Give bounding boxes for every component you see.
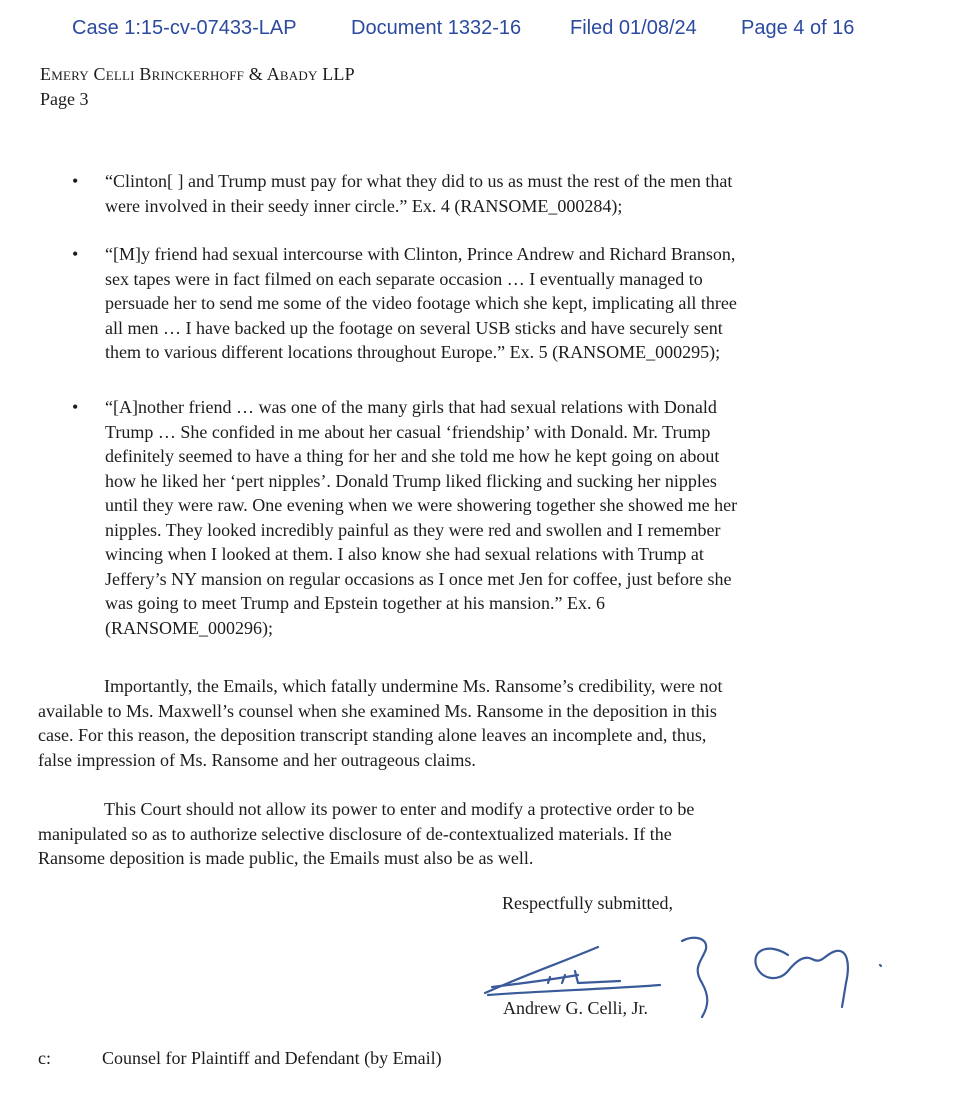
quote-line: were involved in their seedy inner circle.” Ex. 4 (RANSOME_000284); <box>105 195 623 216</box>
paragraph-line: case. For this reason, the deposition transcript standing alone leaves an incomplete and, thus, <box>38 725 707 745</box>
quote-line: definitely seemed to have a thing for her and she told me how he kept going on about <box>105 446 720 466</box>
quote-line: “[A]nother friend … was one of the many girls that had sexual relations with Donald <box>105 397 717 417</box>
quote-line: Trump … She confided in me about her casual ‘friendship’ with Donald. Mr. Trump <box>105 421 711 442</box>
quote-line: “[M]y friend had sexual intercourse with Clinton, Prince Andrew and Richard Branson, <box>105 244 736 264</box>
quote-line: nipples. They looked incredibly painful as they were red and swollen and I remember <box>105 519 721 540</box>
paragraph-line: manipulated so as to authorize selective disclosure of de-contextualized materials. If the <box>38 823 672 844</box>
cc-recipients: Counsel for Plaintiff and Defendant (by Email) <box>102 1048 442 1068</box>
filed-date: Filed 01/08/24 <box>570 17 697 39</box>
quote-line: persuade her to send me some of the video footage which she kept, implicating all three <box>105 293 737 313</box>
quote-line: “Clinton[ ] and Trump must pay for what they did to us as must the rest of the men that <box>105 171 733 191</box>
paragraph-line: Ransome deposition is made public, the Emails must also be as well. <box>38 848 534 868</box>
cc-label: c: <box>38 1048 51 1068</box>
quote-line: (RANSOME_000296); <box>105 617 274 638</box>
paragraph-line: available to Ms. Maxwell’s counsel when she examined Ms. Ransome in the deposition in this <box>38 700 717 721</box>
paragraph-line: false impression of Ms. Ransome and her outrageous claims. <box>38 749 476 770</box>
quote-line: how he liked her ‘pert nipples’. Donald Trump liked flicking and sucking her nipples <box>105 470 717 491</box>
quote-line: Jeffery’s NY mansion on regular occasions as I once met Jen for coffee, just before she <box>105 568 732 589</box>
bullet-marker: • <box>72 244 79 264</box>
bullet-marker: • <box>72 171 79 191</box>
paragraph-line: This Court should not allow its power to enter and modify a protective order to be <box>104 799 695 819</box>
closing-salutation: Respectfully submitted, <box>502 893 673 913</box>
letter-page-label: Page 3 <box>40 89 89 109</box>
quote-line: them to various different locations throughout Europe.” Ex. 5 (RANSOME_000295); <box>105 342 721 362</box>
paragraph-line: Importantly, the Emails, which fatally undermine Ms. Ransome’s credibility, were not <box>104 676 723 696</box>
firm-name: Emery Celli Brinckerhoff & Abady LLP <box>40 64 355 84</box>
quote-line: wincing when I looked at them. I also know she had sexual relations with Trump at <box>105 544 704 564</box>
page-count: Page 4 of 16 <box>741 17 855 39</box>
document-number: Document 1332-16 <box>351 17 522 39</box>
case-number: Case 1:15-cv-07433-LAP <box>72 17 297 39</box>
bullet-marker: • <box>72 397 79 417</box>
body-paragraph <box>38 674 888 772</box>
quote-line: all men … I have backed up the footage on several USB sticks and have securely sent <box>105 317 723 338</box>
quote-line: sex tapes were in fact filmed on each separate occasion … I eventually managed to <box>105 268 703 289</box>
signer-name: Andrew G. Celli, Jr. <box>503 998 648 1018</box>
quote-line: until they were raw. One evening when we were showering together she showed me her <box>105 495 738 515</box>
quote-line: was going to meet Trump and Epstein together at his mansion.” Ex. 6 <box>105 593 605 613</box>
body-paragraph <box>38 797 888 871</box>
